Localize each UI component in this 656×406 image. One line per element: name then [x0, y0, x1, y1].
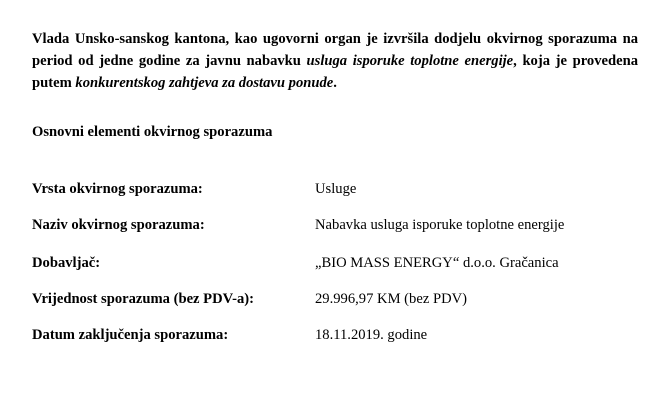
section-title: Osnovni elementi okvirnog sporazuma [32, 124, 273, 140]
agreement-type-value: Usluge [315, 181, 357, 197]
intro-text-2: , koja je provedena putem [32, 53, 639, 91]
agreement-type-label: Vrsta okvirnog sporazuma: [32, 181, 203, 197]
intro-paragraph [32, 28, 638, 94]
supplier-label: Dobavljač: [32, 255, 101, 271]
intro-text-3: . [333, 75, 337, 91]
conclusion-date-label: Datum zaključenja sporazuma: [32, 327, 229, 343]
conclusion-date-row [32, 326, 638, 346]
agreement-type-row [32, 180, 638, 200]
agreement-value-label: Vrijednost sporazuma (bez PDV-a): [32, 291, 254, 307]
agreement-name-value: Nabavka usluga isporuke toplotne energije [315, 217, 565, 233]
agreement-value-row [32, 290, 638, 310]
conclusion-date-value: 18.11.2019. godine [315, 327, 428, 343]
intro-subject: usluga isporuke toplotne energije [306, 53, 514, 69]
intro-procedure: konkurentskog zahtjeva za dostavu ponude [75, 75, 334, 91]
agreement-value-amount: 29.996,97 KM (bez PDV) [315, 291, 468, 307]
agreement-name-row [32, 216, 638, 236]
supplier-row [32, 254, 638, 274]
intro-text-1: Vlada Unsko-sanskog kantona, kao ugovorni organ je izvršila dodjelu okvirnog sporazuma na period od jedne godine za javnu nabavku [32, 31, 638, 69]
agreement-name-label: Naziv okvirnog sporazuma: [32, 217, 205, 233]
supplier-value: „BIO MASS ENERGY“ d.o.o. Gračanica [315, 255, 559, 271]
